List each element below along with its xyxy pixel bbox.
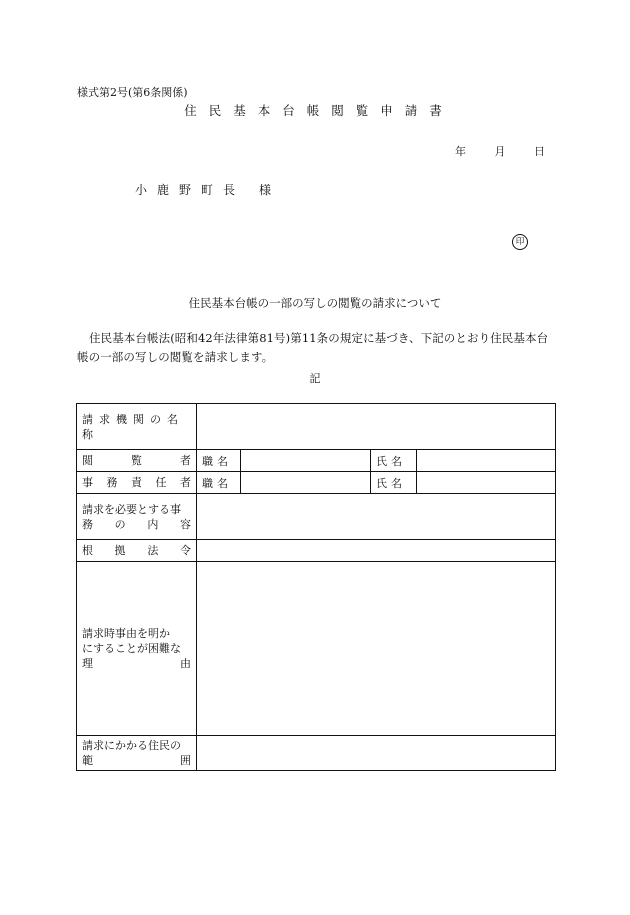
seal-mark: 印	[512, 234, 528, 250]
label-legal-basis: 根 拠 法 令	[77, 540, 197, 562]
label-viewer-name: 氏名	[371, 450, 417, 472]
label-viewer-job: 職名	[197, 450, 241, 472]
addressee-honorific: 様	[259, 183, 272, 197]
subject-line: 住民基本台帳の一部の写しの閲覧の請求について	[188, 296, 442, 310]
document-title: 住民基本台帳閲覧申請書	[184, 103, 454, 118]
field-viewer-name[interactable]	[417, 450, 556, 472]
request-form-table	[76, 403, 556, 771]
label-requesting-agency: 請求機関の名称	[77, 404, 197, 450]
date-month: 月	[494, 145, 506, 158]
row-responsible-person	[77, 472, 556, 494]
form-number: 様式第2号(第6条関係)	[77, 86, 188, 99]
ki-heading: 記	[309, 372, 321, 385]
field-business-content[interactable]	[197, 494, 556, 540]
label-resident-scope: 請求にかかる住民の 範 囲	[77, 736, 197, 771]
field-responsible-job[interactable]	[241, 472, 371, 494]
request-body: 住民基本台帳法(昭和42年法律第81号)第11条の規定に基づき、下記のとおり住民基本台帳の一部の写しの閲覧を請求します。	[77, 331, 549, 364]
row-requesting-agency	[77, 404, 556, 450]
field-requesting-agency[interactable]	[197, 404, 556, 450]
row-business-content	[77, 494, 556, 540]
label-responsible-name: 氏名	[371, 472, 417, 494]
date-day: 日	[534, 145, 545, 158]
label-viewer: 閲 覧 者	[77, 450, 197, 472]
addressee	[135, 181, 271, 198]
label-responsible-person: 事 務 責 任 者	[77, 472, 197, 494]
addressee-name: 小鹿野町長	[135, 183, 246, 197]
field-viewer-job[interactable]	[241, 450, 371, 472]
field-resident-scope[interactable]	[197, 736, 556, 771]
row-legal-basis	[77, 540, 556, 562]
row-viewer	[77, 450, 556, 472]
row-resident-scope	[77, 736, 556, 771]
label-responsible-job: 職名	[197, 472, 241, 494]
date-line	[455, 143, 545, 159]
date-year: 年	[455, 145, 466, 158]
field-legal-basis[interactable]	[197, 540, 556, 562]
field-responsible-name[interactable]	[417, 472, 556, 494]
field-difficulty-reason[interactable]	[197, 562, 556, 736]
label-business-content: 請求を必要とする事 務 の 内 容	[77, 494, 197, 540]
label-difficulty-reason: 請求時事由を明か にすることが困難な 理 由	[77, 562, 197, 736]
row-difficulty-reason	[77, 562, 556, 736]
